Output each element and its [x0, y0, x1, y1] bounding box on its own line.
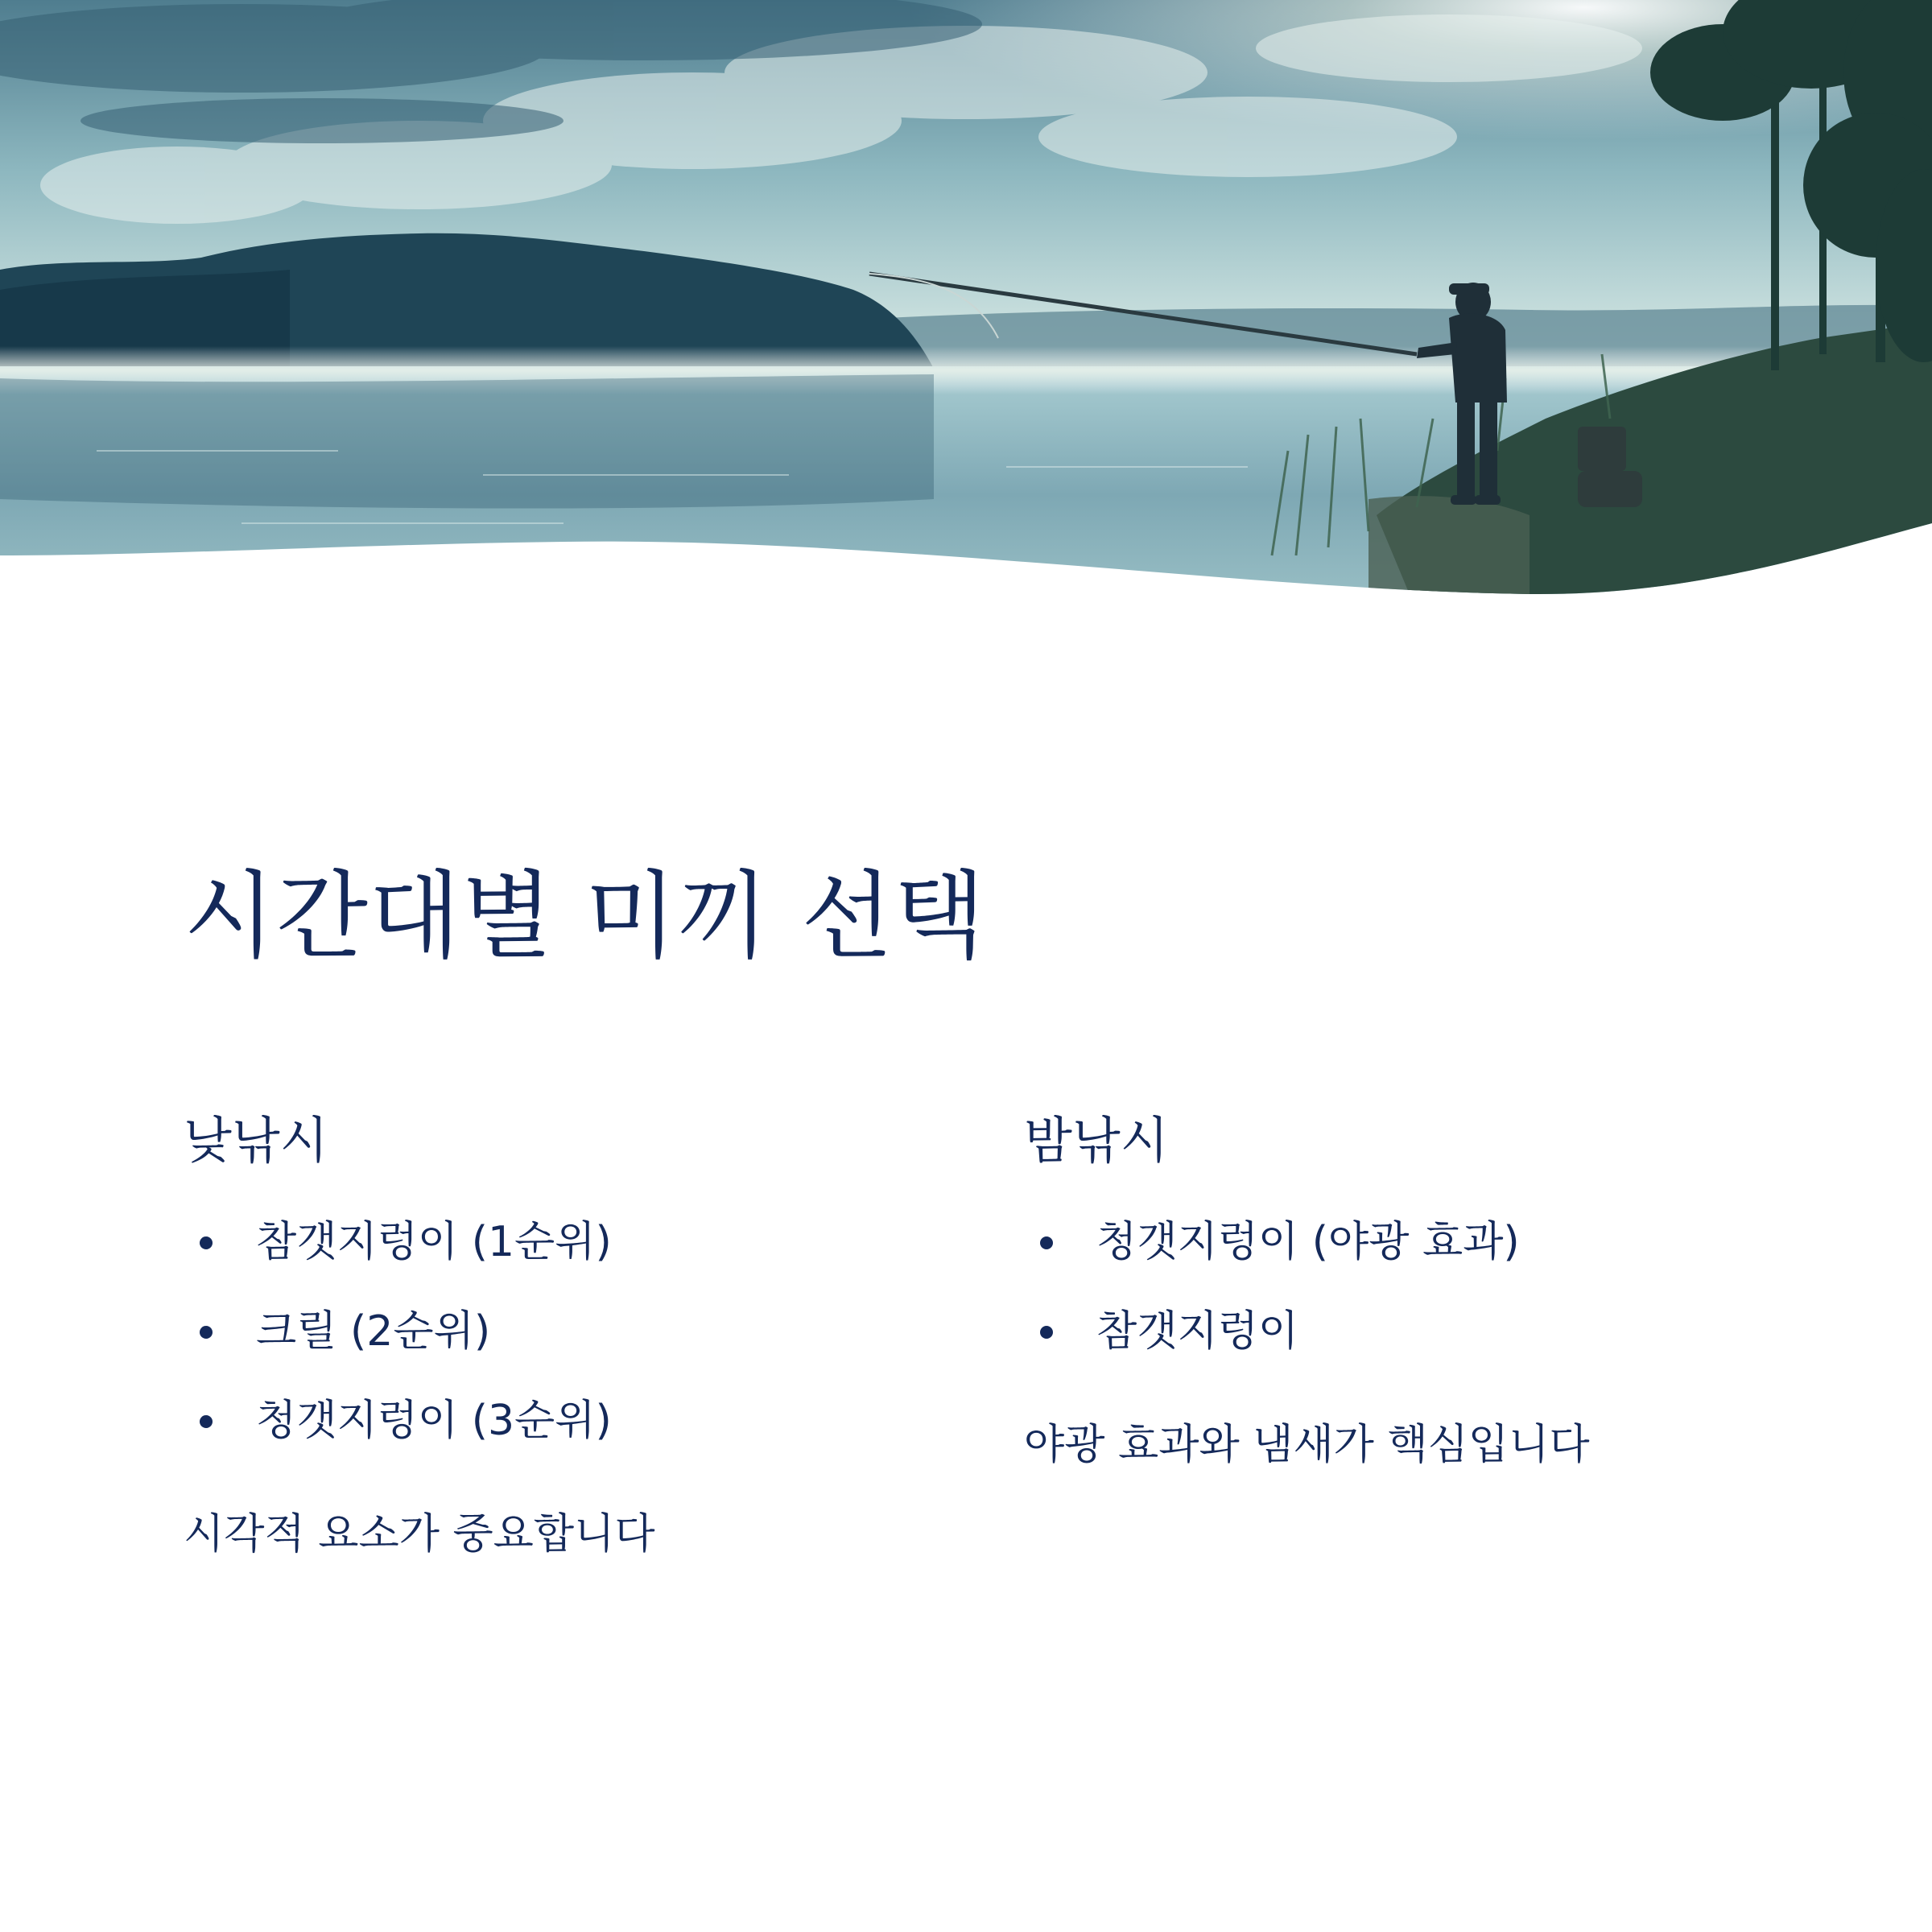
bullet-icon: [200, 1415, 213, 1428]
list-item-label: 참갯지렁이 (1순위): [256, 1218, 612, 1267]
list-item-label: 크릴 (2순위): [256, 1307, 491, 1356]
day-fishing-note: 시각적 요소가 중요합니다: [184, 1510, 655, 1559]
bullet-icon: [200, 1326, 213, 1339]
list-item: [1024, 1307, 1813, 1396]
night-fishing-section: [1024, 1111, 1813, 1470]
day-bait-list: [184, 1217, 972, 1485]
night-fishing-heading: 밤낚시: [1024, 1111, 1169, 1170]
list-item: [184, 1217, 972, 1307]
hero-photo: [0, 0, 1932, 612]
night-bait-list: [1024, 1217, 1813, 1396]
list-item: [184, 1396, 972, 1485]
list-item-label: 청갯지렁이 (야광 효과): [1096, 1218, 1520, 1267]
night-fishing-note: 야광 효과와 냄새가 핵심입니다: [1024, 1421, 1590, 1470]
list-item: [1024, 1217, 1813, 1307]
page-title: 시간대별 미끼 선택: [184, 861, 986, 972]
day-fishing-section: [184, 1111, 972, 1559]
day-fishing-heading: 낮낚시: [184, 1111, 328, 1170]
list-item-label: 청갯지렁이 (3순위): [256, 1397, 612, 1446]
lake-fishing-illustration: [0, 0, 1932, 612]
bullet-icon: [1040, 1326, 1053, 1339]
list-item: [184, 1307, 972, 1396]
bullet-icon: [1040, 1236, 1053, 1249]
list-item-label: 참갯지렁이: [1096, 1307, 1299, 1356]
bullet-icon: [200, 1236, 213, 1249]
